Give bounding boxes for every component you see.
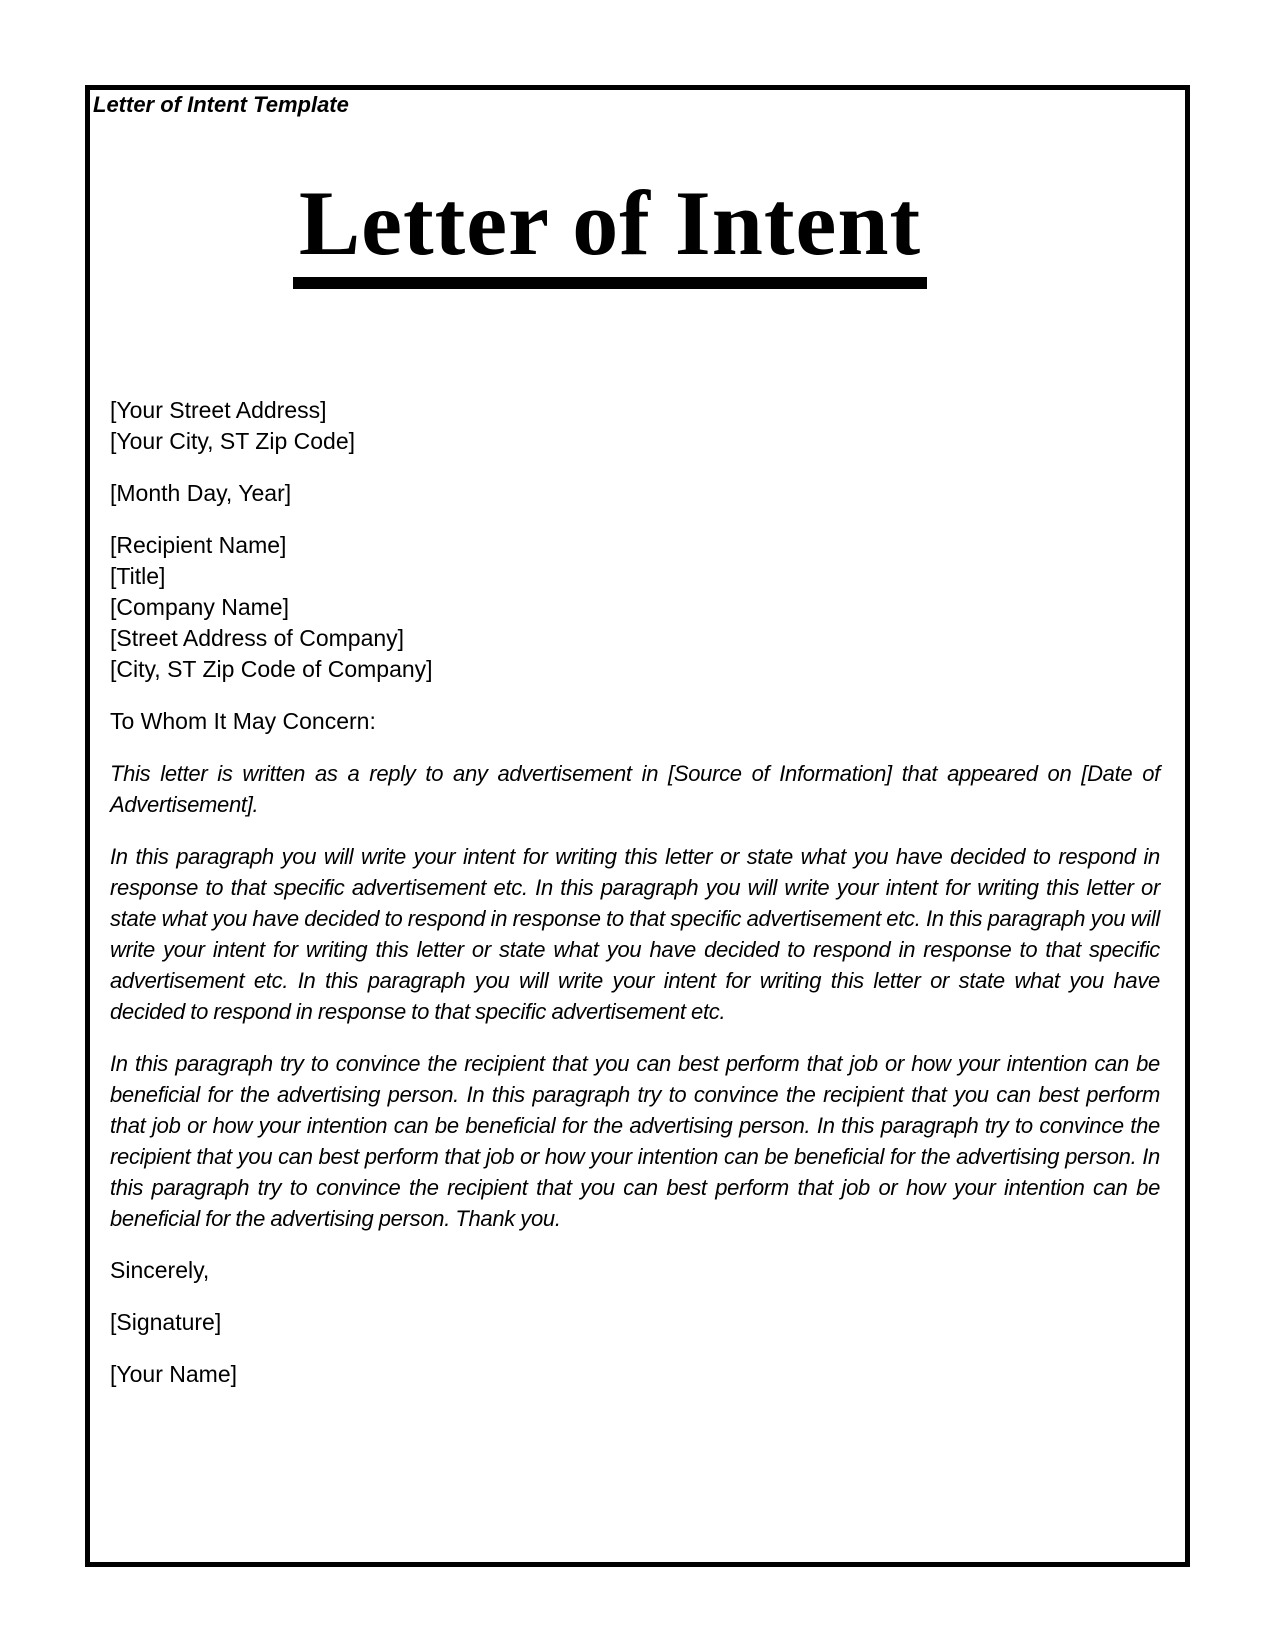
template-label: Letter of Intent Template — [93, 92, 349, 117]
sender-city-line: [Your City, ST Zip Code] — [110, 428, 356, 454]
date-block — [110, 478, 1160, 509]
paragraph-convince: In this paragraph try to convince the recipient that you can best perform that job or how your intention can be beneficial for the advertising person. In this paragraph try to convince the recipient that you can best perform that job or how your intention can be beneficial for the advertising person. In this paragraph try to convince the recipient that you can best perform that job or how your intention can be beneficial for the advertising person. In this paragraph try to convince the recipient that you can best perform that job or how your intention can be beneficial for the advertising person. Thank you. — [110, 1051, 1160, 1231]
recipient-city-line: [City, ST Zip Code of Company] — [110, 656, 433, 682]
paragraph-intent: In this paragraph you will write your intent for writing this letter or state what you have decided to respond in response to that specific advertisement etc. In this paragraph you will write your intent for writing this letter or state what you have decided to respond in response to that specific advertisement etc. In this paragraph you will write your intent for writing this letter or state what you have decided to respond in response to that specific advertisement etc. In this paragraph you will write your intent for writing this letter or state what you have decided to respond in response to that specific advertisement etc. — [110, 844, 1160, 1024]
recipient-street-line: [Street Address of Company] — [110, 625, 405, 651]
date-line: [Month Day, Year] — [110, 480, 292, 506]
title-wrap — [90, 172, 1185, 289]
recipient-title-line: [Title] — [110, 563, 166, 589]
salutation: To Whom It May Concern: — [110, 708, 376, 734]
page-border — [85, 85, 1190, 1567]
paragraph-intro: This letter is written as a reply to any advertisement in [Source of Information] that appeared on [Date of Advertisement]. — [110, 761, 1160, 817]
signature-placeholder: [Signature] — [110, 1309, 222, 1335]
recipient-name-line: [Recipient Name] — [110, 532, 287, 558]
sender-address-block — [110, 395, 1160, 457]
closing: Sincerely, — [110, 1257, 210, 1283]
sender-street-line: [Your Street Address] — [110, 397, 327, 423]
recipient-block — [110, 530, 1160, 685]
recipient-company-line: [Company Name] — [110, 594, 289, 620]
name-placeholder: [Your Name] — [110, 1361, 237, 1387]
document-title: Letter of Intent — [293, 177, 927, 289]
letter-body — [110, 395, 1160, 1390]
